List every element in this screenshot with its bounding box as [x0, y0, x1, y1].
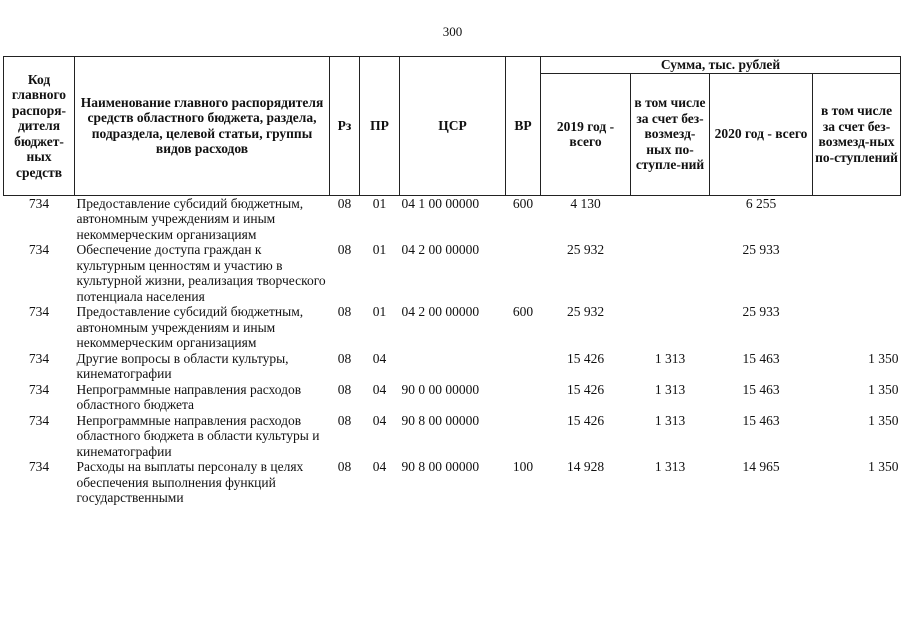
cell-2019-total: 15 426 — [566, 412, 605, 428]
header-2019-free: в том числе за счет без-возмезд-ных по-ступле-ний — [631, 73, 710, 195]
cell-2019-total: 25 932 — [566, 242, 605, 257]
cell-2020-free — [813, 304, 901, 351]
cell-2019-free: 1 313 — [654, 412, 686, 428]
cell-rz: 08 — [337, 459, 352, 474]
cell-2020-free — [813, 195, 901, 242]
cell-2020-total: 15 463 — [742, 350, 780, 366]
cell-2020-total: 14 965 — [742, 459, 780, 474]
cell-code: 734 — [28, 195, 50, 211]
cell-vr: 600 — [512, 304, 534, 319]
cell-pr: 01 — [372, 304, 387, 319]
cell-vr — [506, 382, 541, 413]
cell-code: 734 — [28, 412, 50, 428]
header-rz: Рз — [330, 57, 360, 196]
cell-2020-total: 15 463 — [742, 412, 780, 428]
cell-2019-total: 4 130 — [570, 195, 601, 211]
header-2019-total: 2019 год - всего — [541, 73, 631, 195]
page-number: 300 — [442, 24, 463, 39]
cell-rz: 08 — [337, 381, 352, 397]
header-2020-total: 2020 год - всего — [710, 73, 813, 195]
cell-code: 734 — [28, 242, 50, 257]
cell-pr: 04 — [372, 350, 387, 366]
cell-vr: 600 — [512, 195, 534, 211]
cell-name: Другие вопросы в области культуры, кинематографии — [76, 350, 289, 381]
header-sum: Сумма, тыс. рублей — [541, 57, 901, 74]
cell-csr: 04 2 00 00000 — [401, 242, 480, 257]
cell-pr: 04 — [372, 412, 387, 428]
cell-csr: 04 1 00 00000 — [401, 195, 480, 211]
cell-name: Непрограммные направления расходов областного бюджета — [76, 381, 302, 412]
cell-name: Предоставление субсидий бюджетным, автономным учреждениям и иным некоммерческим организациям — [76, 304, 304, 350]
cell-2020-free — [813, 242, 901, 304]
cell-vr: 100 — [512, 459, 534, 474]
cell-2020-free: 1 350 — [868, 459, 899, 474]
cell-pr: 01 — [372, 242, 387, 257]
cell-pr: 04 — [372, 381, 387, 397]
cell-2019-free — [631, 195, 710, 242]
cell-2020-free: 1 350 — [868, 381, 899, 397]
cell-csr — [400, 351, 506, 382]
table-header — [4, 57, 901, 196]
cell-2019-free — [631, 304, 710, 351]
cell-name: Непрограммные направления расходов областного бюджета в области культуры и кинематографии — [76, 412, 320, 459]
cell-vr — [506, 413, 541, 460]
cell-2019-free — [631, 242, 710, 304]
header-csr: ЦСР — [400, 57, 506, 196]
cell-2020-total: 25 933 — [742, 242, 780, 257]
cell-2020-total: 15 463 — [742, 381, 780, 397]
cell-code: 734 — [28, 459, 50, 474]
table-row — [4, 304, 901, 351]
cell-vr — [506, 242, 541, 304]
cell-2019-free: 1 313 — [654, 381, 686, 397]
table-row — [4, 413, 901, 460]
header-vr: ВР — [506, 57, 541, 196]
cell-2020-total: 25 933 — [742, 304, 780, 319]
cell-2020-free: 1 350 — [868, 350, 899, 366]
table-body — [4, 195, 901, 506]
cell-rz: 08 — [337, 242, 352, 257]
cell-csr: 90 8 00 00000 — [401, 412, 480, 428]
header-2020-free: в том числе за счет без-возмезд-ных по-ступлений — [813, 73, 901, 195]
cell-2020-free: 1 350 — [868, 412, 899, 428]
cell-code: 734 — [28, 350, 50, 366]
cell-name: Расходы на выплаты персоналу в целях обеспечения выполнения функций государственными — [76, 459, 304, 505]
cell-csr: 90 0 00 00000 — [401, 381, 480, 397]
cell-rz: 08 — [337, 304, 352, 319]
cell-2020-total: 6 255 — [745, 195, 777, 211]
cell-rz: 08 — [337, 195, 352, 211]
cell-2019-total: 25 932 — [566, 304, 605, 319]
table-row — [4, 242, 901, 304]
cell-pr: 01 — [372, 195, 387, 211]
table-row — [4, 382, 901, 413]
cell-2019-total: 15 426 — [566, 381, 605, 397]
table-row — [4, 351, 901, 382]
cell-2019-free: 1 313 — [654, 459, 686, 474]
budget-table — [3, 56, 901, 506]
table-row — [4, 195, 901, 242]
table-row — [4, 459, 901, 506]
cell-2019-total: 15 426 — [566, 350, 605, 366]
cell-code: 734 — [28, 304, 50, 319]
cell-2019-total: 14 928 — [566, 459, 605, 474]
header-name: Наименование главного распорядителя средств областного бюджета, раздела, подраздела, целевой статьи, группы видов расходов — [75, 57, 330, 196]
cell-code: 734 — [28, 381, 50, 397]
header-code: Код главного распоря-дителя бюджет-ных средств — [4, 57, 75, 196]
cell-2019-free: 1 313 — [654, 350, 686, 366]
cell-rz: 08 — [337, 350, 352, 366]
cell-csr: 04 2 00 00000 — [401, 304, 480, 319]
cell-vr — [506, 351, 541, 382]
cell-name: Обеспечение доступа граждан к культурным ценностям и участию в культурной жизни, реализация творческого потенциала населения — [76, 242, 326, 304]
cell-name: Предоставление субсидий бюджетным, автономным учреждениям и иным некоммерческим организациям — [76, 195, 304, 242]
cell-pr: 04 — [372, 459, 387, 474]
cell-rz: 08 — [337, 412, 352, 428]
header-pr: ПР — [360, 57, 400, 196]
cell-csr: 90 8 00 00000 — [401, 459, 480, 474]
